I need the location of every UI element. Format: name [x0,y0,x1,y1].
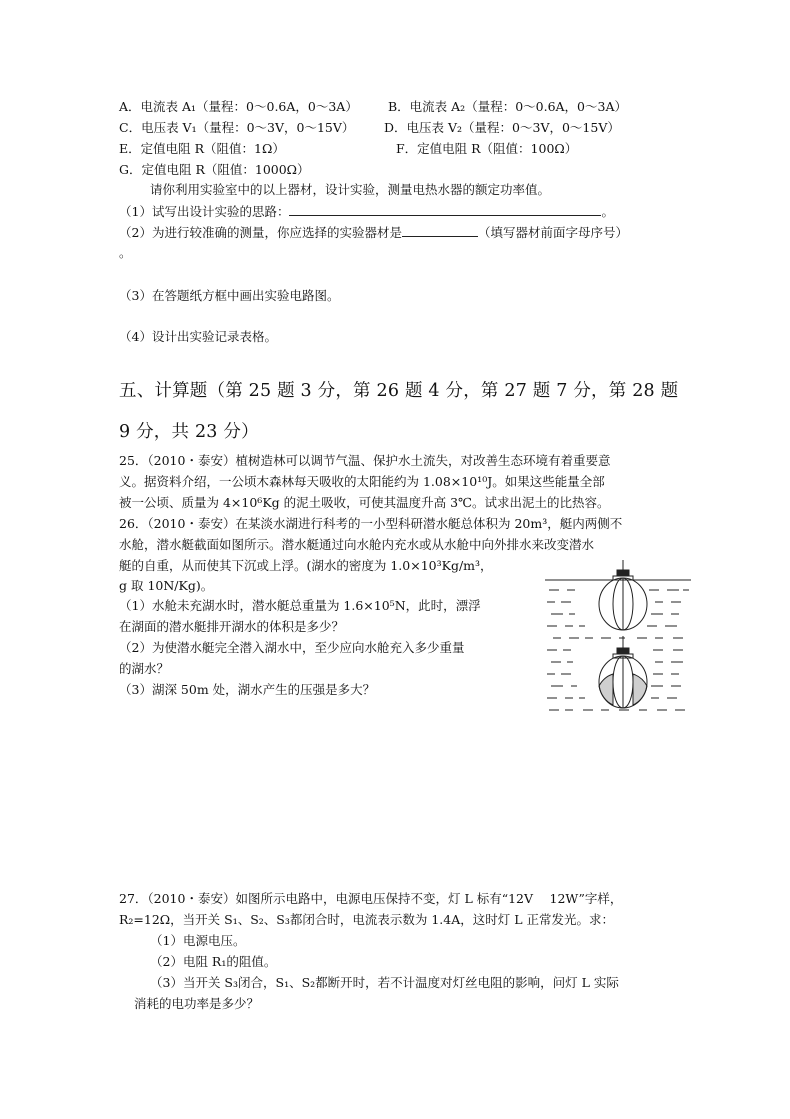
q24-part1 [119,203,614,220]
option-e: E．定值电阻 R（阻值：1Ω） [119,141,285,156]
q24-part2-end: 。 [119,245,132,260]
submarine-figure [543,560,693,720]
q26-sub1a: （1）水舱未充湖水时，潜水艇总重量为 1.6×10⁵N，此时，漂浮 [119,598,481,613]
section-heading-line2: 9 分，共 23 分） [119,422,259,442]
q26-sub2b: 的湖水？ [119,661,170,676]
q27-sub1: （1）电源电压。 [150,933,246,948]
q27-sub2: （2）电阻 R₁的阻值。 [150,954,277,969]
q24-part2-answer-blank[interactable] [402,224,478,237]
q27-sub3a: （3）当开关 S₃闭合，S₁、S₂都断开时，若不计温度对灯丝电阻的影响，问灯 L 实际 [150,975,619,990]
q24-part2-hint: （填写器材前面字母序号） [477,225,628,240]
option-b: B．电流表 A₂（量程：0～0.6A，0～3A） [388,99,627,114]
q24-part1-text: （1）试写出设计实验的思路： [119,204,290,219]
submarine-submerged [599,636,647,708]
q24-part2-text: （2）为进行较准确的测量，你应选择的实验器材是 [119,225,402,240]
q27-line2: R₂=12Ω，当开关 S₁、S₂、S₃都闭合时，电流表示数为 1.4A，这时灯 L 正常发光。求： [119,912,614,927]
option-c: C．电压表 V₁（量程：0～3V，0～15V） [119,120,355,135]
option-a: A．电流表 A₁（量程：0～0.6A，0～3A） [119,99,358,114]
q24-intro: 请你利用实验室中的以上器材，设计实验，测量电热水器的额定功率值。 [150,182,551,197]
q25-line3: 被一公顷、质量为 4×10⁶Kg 的泥土吸收，可使其温度升高 3℃。试求出泥土的比热容。 [119,495,610,510]
option-g: G．定值电阻 R（阻值：1000Ω） [119,162,310,177]
q24-part4: （4）设计出实验记录表格。 [119,329,277,344]
q24-part3: （3）在答题纸方框中画出实验电路图。 [119,288,340,303]
option-d: D．电压表 V₂（量程：0～3V，0～15V） [384,120,620,135]
q24-part2 [119,224,628,241]
q27-line1: 27．（2010・泰安）如图所示电路中，电源电压保持不变，灯 L 标有“12V 12W”字样， [119,891,623,906]
q26-sub1b: 在湖面的潜水艇排开湖水的体积是多少？ [119,619,345,634]
q26-sub2a: （2）为使潜水艇完全潜入湖水中，至少应向水舱充入多少重量 [119,640,465,655]
q25-line2: 义。据资料介绍，一公顷木森林每天吸收的太阳能约为 1.08×10¹⁰J。如果这些能量全部 [119,474,605,489]
section-heading-line1: 五、计算题（第 25 题 3 分，第 26 题 4 分，第 27 题 7 分，第 28 题 [119,381,679,401]
q27-sub3b: 消耗的电功率是多少？ [134,996,260,1011]
q26-line2: 水舱，潜水艇截面如图所示。潜水艇通过向水舱内充水或从水舱中向外排水来改变潜水 [119,537,595,552]
q24-part1-end: 。 [601,204,614,219]
q24-part1-answer-blank[interactable] [289,203,601,216]
q26-sub3: （3）湖深 50m 处，湖水产生的压强是多大？ [119,682,376,697]
submarine-floating [599,560,647,630]
q26-line4: g 取 10N/Kg)。 [119,578,214,593]
q26-line1: 26．（2010・泰安）在某淡水湖进行科考的一小型科研潜水艇总体积为 20m³，艇内两侧不 [119,516,623,531]
q26-line3: 艇的自重，从而使其下沉或上浮。(湖水的密度为 1.0×10³Kg/m³， [119,558,493,573]
q25-line1: 25．（2010・泰安）植树造林可以调节气温、保护水土流失，对改善生态环境有着重要意 [119,453,611,468]
option-f: F．定值电阻 R（阻值：100Ω） [396,141,578,156]
